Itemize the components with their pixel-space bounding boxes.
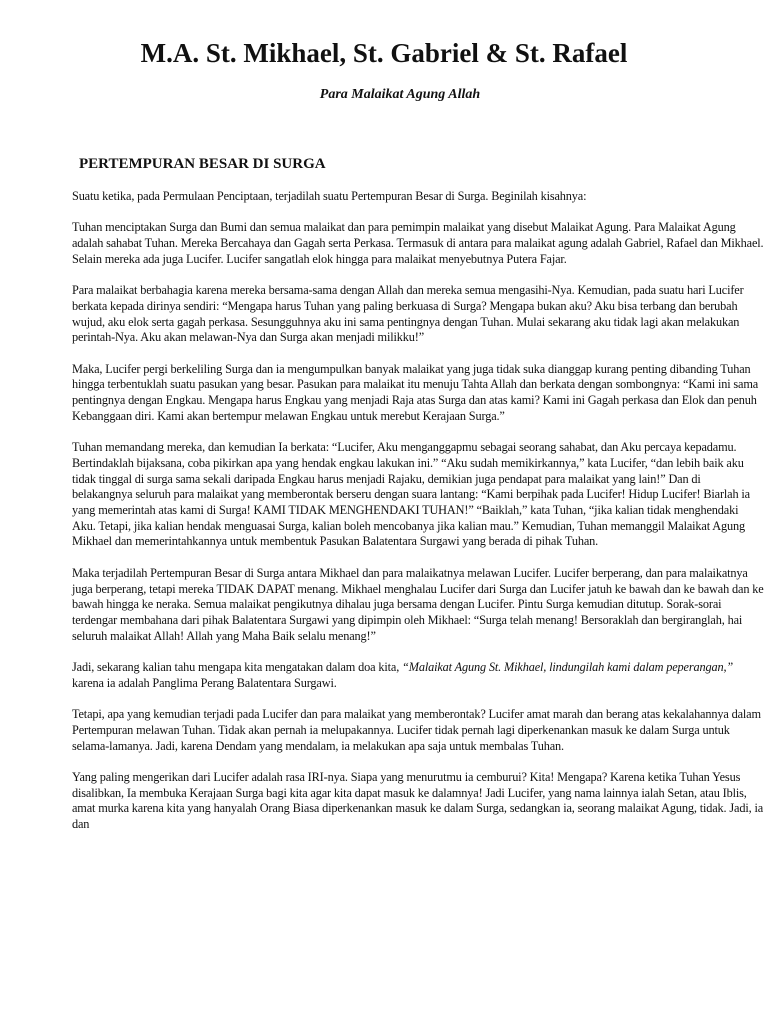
section-heading: PERTEMPURAN BESAR DI SURGA bbox=[79, 156, 326, 172]
paragraph: Yang paling mengerikan dari Lucifer adalah rasa IRI-nya. Siapa yang menurutmu ia cemburui? Kita! Mengapa? Karena ketika Tuhan Yesus disalibkan, Ia membuka Kerajaan Surga bagi kita agar kita dapat masuk ke dalamnya! Jadi Lucifer, yang nama lainnya ialah Setan, atau Iblis, amat murka karena kita yang hanyalah Orang Biasa diperkenankan masuk ke dalam Surga, sedangkan ia, seorang malaikat Agung, tidak. Jadi, ia dan bbox=[72, 769, 764, 831]
paragraph: Tuhan memandang mereka, dan kemudian Ia berkata: “Lucifer, Aku menganggapmu sebagai seorang sahabat, dan Aku percaya kepadamu. Bertindaklah bijaksana, coba pikirkan apa yang hendak engkau lakukan ini.” “Aku sudah memikirkannya,” kata Lucifer, “dan lebih baik aku tidak tinggal di surga sama sekali daripada Engkau harus menjadi Rajaku, demikian juga pendapat para malaikat yang lain!” Dan di belakangnya seluruh para malaikat yang memberontak berseru dengan suara lantang: “Kami berpihak pada Lucifer! Hidup Lucifer! Biarlah ia yang memerintah atas kami di Surga! KAMI TIDAK MENGHENDAKI TUHAN!” “Baiklah,” kata Tuhan, “jika kalian tidak menghendaki Aku. Tetapi, jika kalian hendak menguasai Surga, kalian boleh mencobanya jika kalian mau.” Kemudian, Tuhan memanggil Malaikat Agung Mikhael dan memerintahkannya untuk membentuk Pasukan Balatentara Surgawi yang berada di pihak Tuhan. bbox=[72, 440, 750, 549]
paragraph-text: Jadi, sekarang kalian tahu mengapa kita mengatakan dalam doa kita, bbox=[72, 660, 403, 674]
paragraph: Tetapi, apa yang kemudian terjadi pada Lucifer dan para malaikat yang memberontak? Lucifer amat marah dan berang atas kekalahannya dalam Pertempuran melawan Tuhan. Tidak akan pernah ia melupakannya. Lucifer tidak pernah lagi diperkenankan masuk ke dalam Surga untuk selama-lamanya. Jadi, karena Dendam yang mendalam, ia melakukan apa saja untuk membalas Tuhan. bbox=[72, 707, 761, 753]
paragraph: Suatu ketika, pada Permulaan Penciptaan, terjadilah suatu Pertempuran Besar di Surga. Beginilah kisahnya: bbox=[72, 189, 587, 203]
document-subtitle: Para Malaikat Agung Allah bbox=[319, 87, 481, 102]
body-text bbox=[72, 189, 764, 848]
prayer-quote: “Malaikat Agung St. Mikhael, lindungilah kami dalam peperangan,” bbox=[402, 660, 734, 674]
paragraph: Maka terjadilah Pertempuran Besar di Surga antara Mikhael dan para malaikatnya melawan Lucifer. Lucifer berperang, dan para malaikatnya juga berperang, tetapi mereka TIDAK DAPAT menang. Mikhael menghalau Lucifer dari Surga dan Lucifer jatuh ke bawah dan ke bawah dan ke bawah hingga ke neraka. Semua malaikat pengikutnya dihalau juga bersama dengan Lucifer. Pintu Surga kemudian ditutup. Sorak-sorai terdengar membahana dari pihak Balatentara Surgawi yang dipimpin oleh Mikhael: “Surga telah menang! Bersoraklah dan bergiranglah, hai seluruh malaikat Allah! Allah yang Maha Baik selalu menang!” bbox=[72, 565, 764, 643]
paragraph-text: karena ia adalah Panglima Perang Balatentara Surgawi. bbox=[72, 675, 337, 690]
paragraph: Maka, Lucifer pergi berkeliling Surga dan ia mengumpulkan banyak malaikat yang juga tidak suka dianggap kurang penting dibanding Tuhan hingga terbentuklah suatu pasukan yang besar. Pasukan para malaikat itu menuju Tahta Allah dan berkata dengan sombongnya: “Kami ini sama pentingnya dengan Engkau. Mengapa harus Engkau yang menjadi Raja atas Surga dan atas kami? Kami ini Gagah perkasa dan Elok dan penuh Kebanggaan diri. Kami akan bertempur melawan Engkau untuk merebut Kerajaan Surga.” bbox=[72, 361, 759, 423]
document-title: M.A. St. Mikhael, St. Gabriel & St. Rafael bbox=[140, 38, 628, 68]
paragraph: Para malaikat berbahagia karena mereka bersama-sama dengan Allah dan mereka semua mengasihi-Nya. Kemudian, pada suatu hari Lucifer berkata kepada dirinya sendiri: “Mengapa harus Tuhan yang paling berkuasa di Surga? Mengapa bukan aku? Aku bisa terbang dan berubah wujud, aku elok serta gagah perkasa. Sesungguhnya aku ini sama pentingnya dengan Tuhan. Mulai sekarang aku tidak lagi akan melakukan perintah-Nya. Aku akan melawan-Nya dan Surga akan menjadi milikku!” bbox=[72, 283, 744, 345]
paragraph: Tuhan menciptakan Surga dan Bumi dan semua malaikat dan para pemimpin malaikat yang disebut Malaikat Agung. Para Malaikat Agung adalah sahabat Tuhan. Mereka Bercahaya dan Gagah serta Perkasa. Termasuk di antara para malaikat agung adalah Gabriel, Rafael dan Mikhael. Selain mereka ada juga Lucifer. Lucifer sangatlah elok hingga para malaikat menyebutnya Putera Fajar. bbox=[72, 220, 764, 266]
paragraph-with-prayer bbox=[72, 660, 764, 691]
